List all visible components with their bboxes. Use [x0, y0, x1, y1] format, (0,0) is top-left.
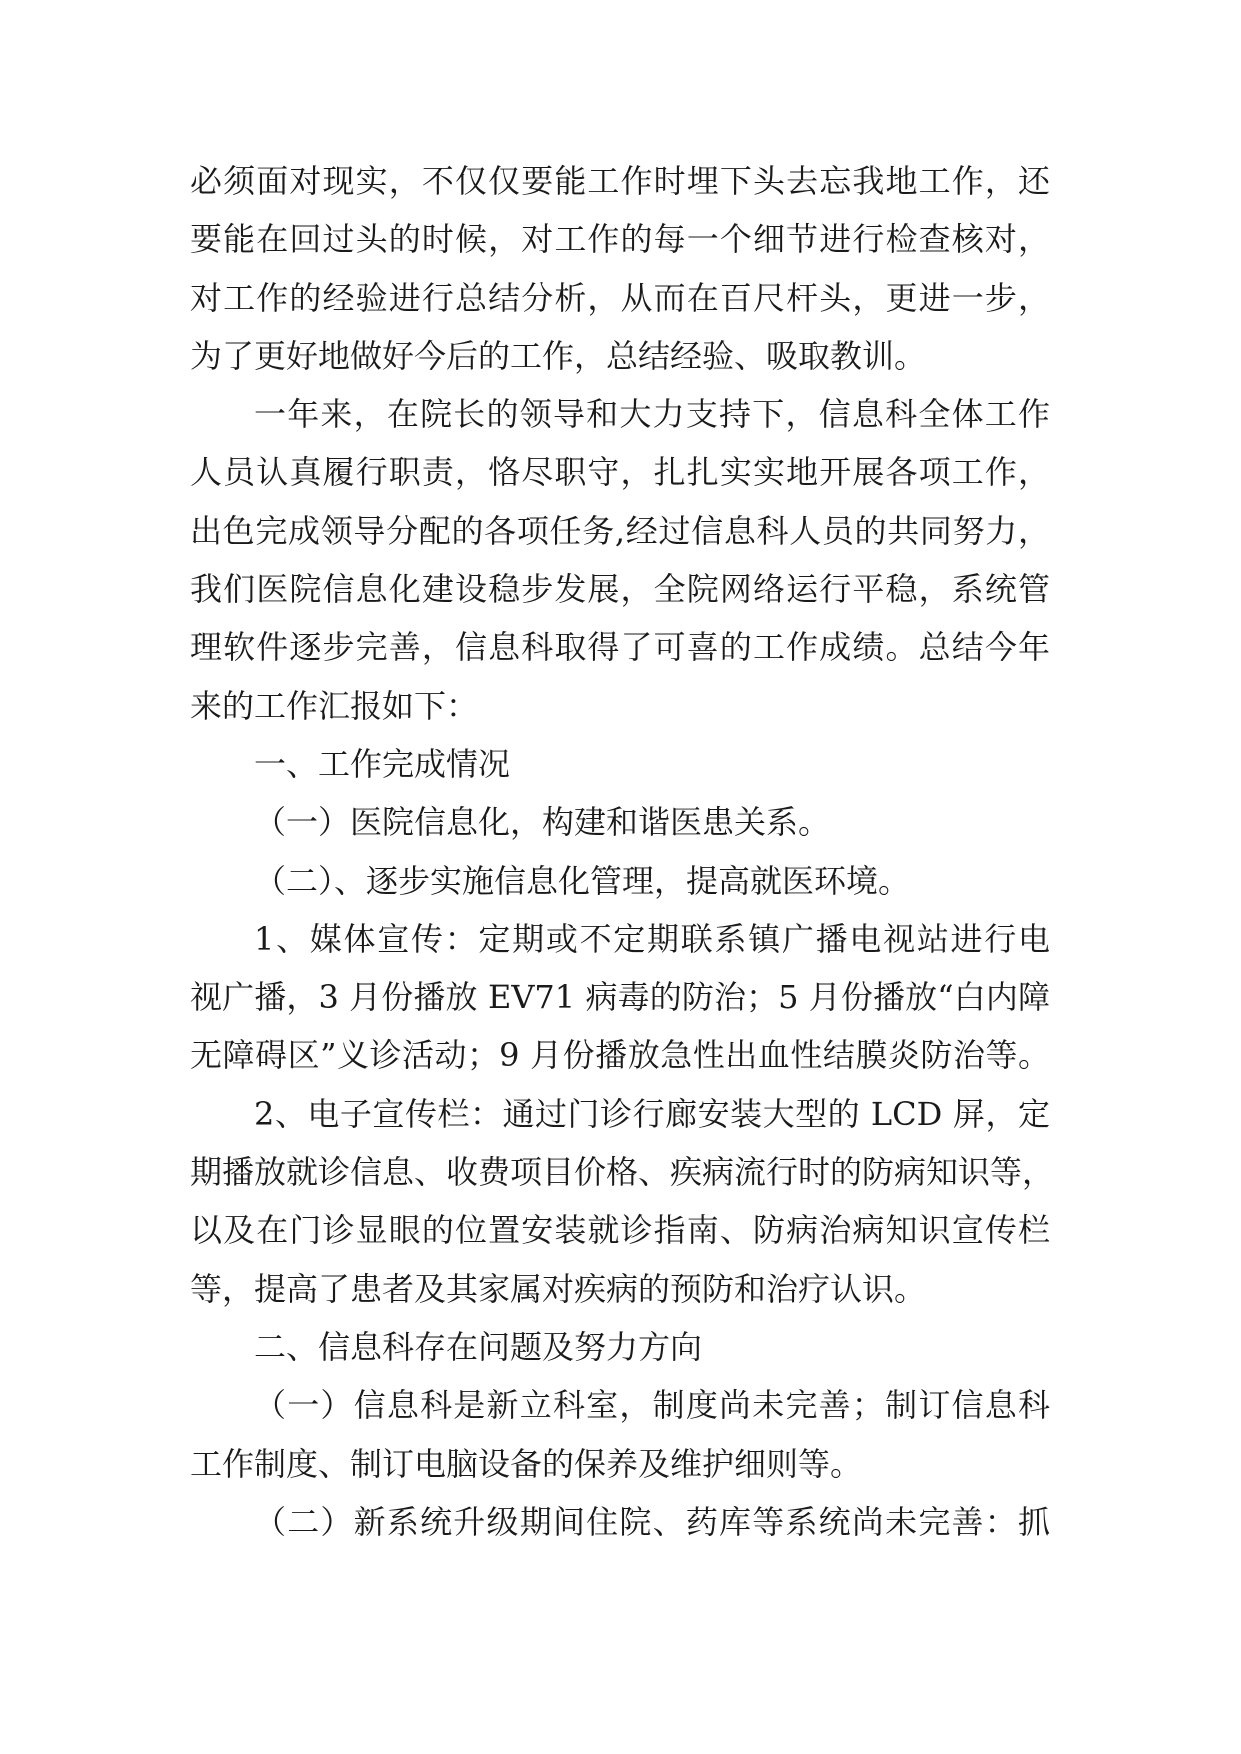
text-line: 一、工作完成情况: [254, 744, 511, 783]
text-line: 1、媒体宣传：定期或不定期联系镇广播电视站进行电: [254, 919, 1050, 958]
text-line: 无障碍区”义诊活动；9 月份播放急性出血性结膜炎防治等。: [190, 1036, 1050, 1075]
text-line: （一）医院信息化，构建和谐医患关系。: [254, 803, 831, 842]
text-line: （二）新系统升级期间住院、药库等系统尚未完善：抓: [254, 1502, 1050, 1541]
text-line: 理软件逐步完善，信息科取得了可喜的工作成绩。总结今年: [190, 628, 1050, 667]
text-line: （一）信息科是新立科室，制度尚未完善；制订信息科: [254, 1386, 1050, 1425]
text-line: 人员认真履行职责，恪尽职守，扎扎实实地开展各项工作，: [190, 453, 1050, 492]
text-line: 为了更好地做好今后的工作，总结经验、吸取教训。: [190, 336, 927, 375]
text-line: 视广播，3 月份播放 EV71 病毒的防治；5 月份播放“白内障: [190, 978, 1050, 1017]
text-line: 来的工作汇报如下：: [190, 686, 479, 725]
text-line: 对工作的经验进行总结分析，从而在百尺杆头，更进一步，: [190, 278, 1050, 317]
text-line: 等，提高了患者及其家属对疾病的预防和治疗认识。: [190, 1269, 927, 1308]
text-line: 2、电子宣传栏：通过门诊行廊安装大型的 LCD 屏，定: [254, 1094, 1050, 1133]
text-line: 要能在回过头的时候，对工作的每一个细节进行检查核对，: [190, 220, 1050, 259]
text-line: 二、信息科存在问题及努力方向: [254, 1327, 703, 1366]
text-line: 一年来，在院长的领导和大力支持下，信息科全体工作: [254, 395, 1050, 434]
text-line: 必须面对现实，不仅仅要能工作时埋下头去忘我地工作，还: [190, 162, 1050, 200]
text-line: 以及在门诊显眼的位置安装就诊指南、防病治病知识宣传栏: [190, 1211, 1050, 1250]
text-line: 我们医院信息化建设稳步发展，全院网络运行平稳，系统管: [190, 570, 1050, 609]
text-line: （二）、逐步实施信息化管理，提高就医环境。: [254, 861, 911, 900]
text-line: 出色完成领导分配的各项任务,经过信息科人员的共同努力，: [190, 511, 1050, 550]
text-line: 工作制度、制订电脑设备的保养及维护细则等。: [190, 1444, 863, 1483]
document-body: [190, 152, 1055, 1551]
text-line: 期播放就诊信息、收费项目价格、疾病流行时的防病知识等，: [190, 1153, 1055, 1192]
